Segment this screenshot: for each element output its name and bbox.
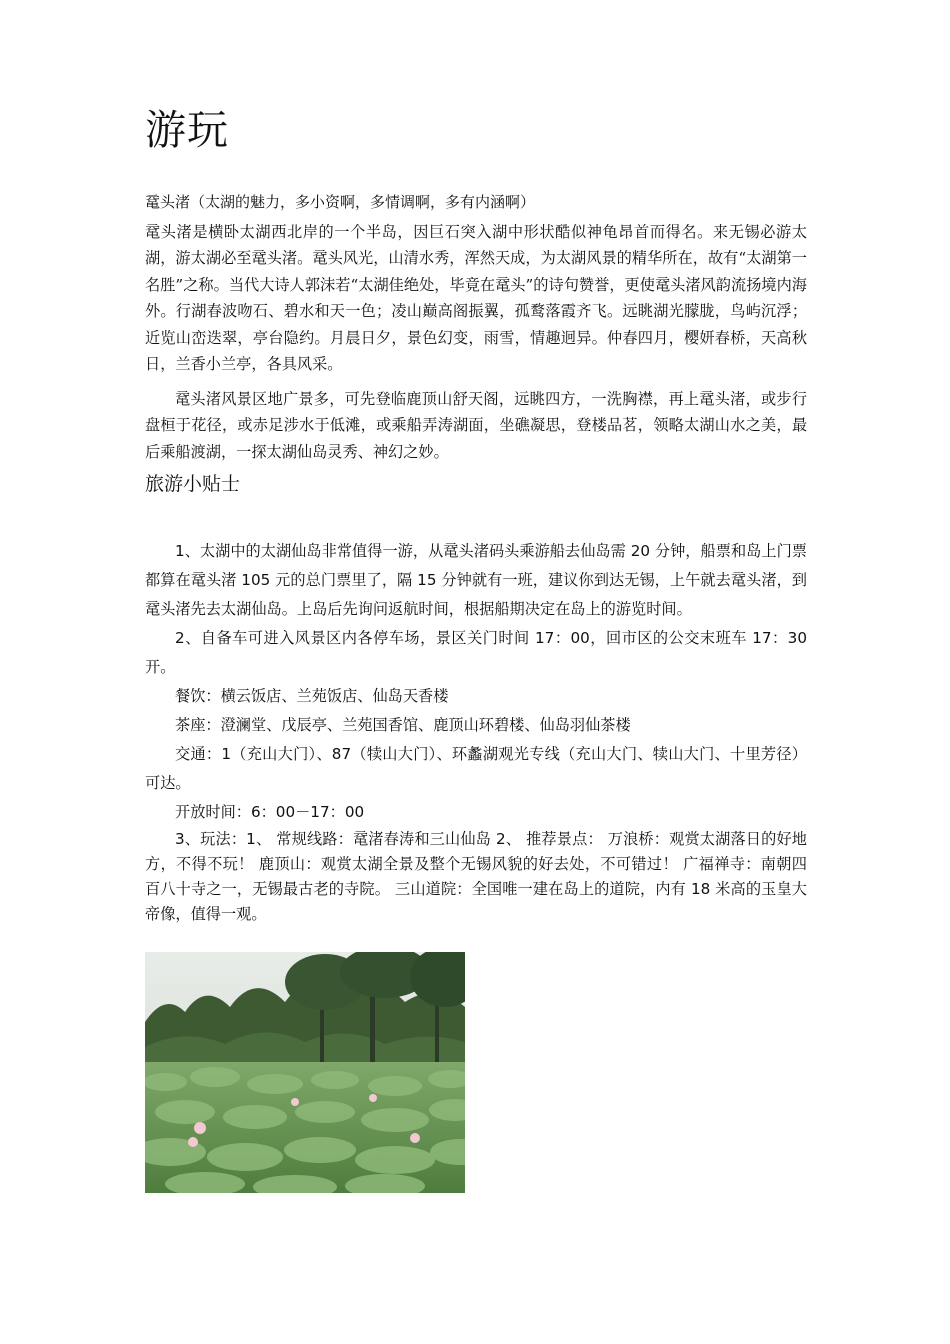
tips-heading: 旅游小贴士 — [145, 473, 241, 495]
tips-list — [145, 537, 807, 927]
section-subtitle: 鼋头渚（太湖的魅力，多小资啊，多情调啊，多有内涵啊） — [145, 193, 536, 211]
intro-paragraph-1: 鼋头渚是横卧太湖西北岸的一个半岛，因巨石突入湖中形状酷似神龟昂首而得名。来无锡必游太湖，游太湖必至鼋头渚。鼋头风光，山清水秀，浑然天成，为太湖风景的精华所在，故有“太湖第一名胜”之称。当代大诗人郭沫若“太湖佳绝处，毕竟在鼋头”的诗句赞誉，更使鼋头渚风韵流扬境内海外。行湖春波吻石、碧水和天一色；凌山巅高阁振翼，孤鹜落霞齐飞。远眺湖光朦胧，鸟屿沉浮；近览山峦迭翠，亭台隐约。月晨日夕，景色幻变，雨雪，情趣迥异。仲春四月，樱妍春桥，天高秋日，兰香小兰亭，各具风采。 — [145, 223, 807, 374]
page-title: 游玩 — [145, 106, 229, 154]
tip-item: 餐饮：横云饭店、兰苑饭店、仙岛天香楼 — [175, 687, 449, 705]
tip-item: 交通：1（充山大门）、87（犊山大门）、环蠡湖观光专线（充山大门、犊山大门、十里芳径）可达。 — [145, 745, 807, 792]
intro-paragraph-2: 鼋头渚风景区地广景多，可先登临鹿顶山舒天阁，远眺四方，一洗胸襟，再上鼋头渚，或步行盘桓于花径，或赤足涉水于低滩，或乘船弄涛湖面，坐礁凝思，登楼品茗，领略太湖山水之美，最后乘船渡湖，一探太湖仙岛灵秀、神幻之妙。 — [145, 390, 807, 461]
tip-item: 2、自备车可进入风景区内各停车场，景区关门时间 17：00，回市区的公交末班车 17：30 开。 — [145, 629, 807, 676]
tip-item: 3、玩法：1、 常规线路：鼋渚春涛和三山仙岛 2、 推荐景点： 万浪桥：观赏太湖落日的好地方，不得不玩！ 鹿顶山：观赏太湖全景及整个无锡风貌的好去处，不可错过！ 广福禅寺：南朝四百八十寺之一，无锡最古老的寺院。 三山道院：全国唯一建在岛上的道院，内有 18 米高的玉皇大帝像，值得一观。 — [145, 830, 807, 923]
lotus-pond-photo — [145, 952, 465, 1193]
tip-item: 开放时间：6：00－17：00 — [175, 803, 365, 821]
tip-item: 1、太湖中的太湖仙岛非常值得一游，从鼋头渚码头乘游船去仙岛需 20 分钟，船票和岛上门票都算在鼋头渚 105 元的总门票里了，隔 15 分钟就有一班，建议你到达无锡，上午就去鼋头渚，到鼋头渚先去太湖仙岛。上岛后先询问返航时间，根据船期决定在岛上的游览时间。 — [145, 542, 807, 618]
tip-item: 茶座：澄澜堂、戊辰亭、兰苑国香馆、鹿顶山环碧楼、仙岛羽仙茶楼 — [175, 716, 631, 734]
